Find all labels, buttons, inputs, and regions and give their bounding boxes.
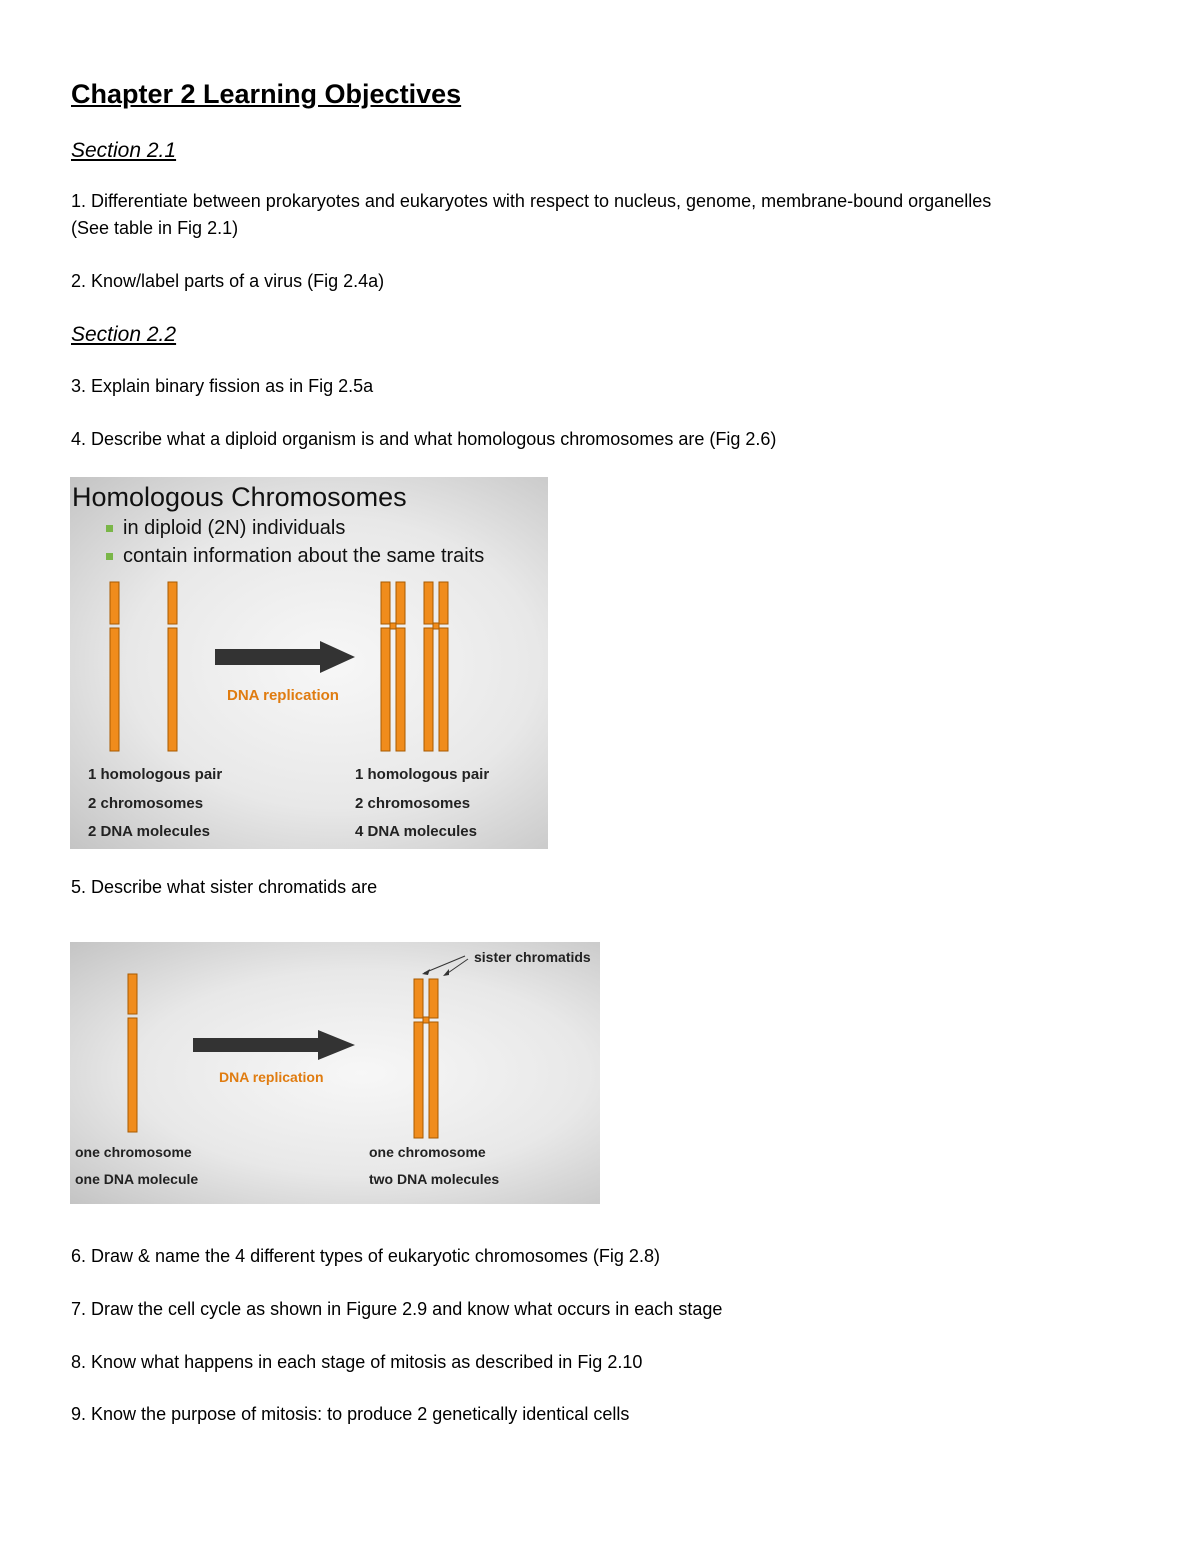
chromosome-arm-icon	[128, 974, 137, 1014]
objective-text: Describe what sister chromatids are	[91, 877, 378, 897]
objective-text: Draw the cell cycle as shown in Figure 2.9 and know what occurs in each stage	[91, 1299, 723, 1319]
chromosome-arm-icon	[110, 628, 119, 751]
chromosome-arm-icon	[168, 582, 177, 624]
objective-6: 6. Draw & name the 4 different types of eukaryotic chromosomes (Fig 2.8)	[71, 1246, 660, 1266]
objective-number: 4	[71, 429, 82, 449]
section-heading-2-1: Section 2.1	[71, 139, 177, 162]
objective-text: Differentiate between prokaryotes and eukaryotes with respect to nucleus, genome, membrane-bound organelles	[91, 191, 992, 211]
right-label: two DNA molecules	[369, 1171, 500, 1187]
objective-text: Know the purpose of mitosis: to produce 2 genetically identical cells	[91, 1404, 630, 1424]
objective-number: 9	[71, 1404, 82, 1424]
objective-1: 1. Differentiate between prokaryotes and eukaryotes with respect to nucleus, genome, membrane-bound organelles	[71, 191, 992, 211]
arrow-icon	[215, 641, 355, 673]
chromosome-arm-icon	[168, 628, 177, 751]
objective-number: 5	[71, 877, 82, 897]
objective-number: 7	[71, 1299, 82, 1319]
figure-bullet: contain information about the same traits	[123, 545, 485, 567]
objective-number: 1	[71, 191, 82, 211]
homologous-chromosomes-drawing	[70, 477, 548, 849]
arrow-label: DNA replication	[219, 1069, 324, 1085]
objective-1-note: (See table in Fig 2.1)	[71, 218, 239, 238]
chromosome-arm-icon	[110, 582, 119, 624]
centromere-icon	[390, 623, 396, 629]
section-heading-2-2: Section 2.2	[71, 323, 177, 346]
objective-text: Know what happens in each stage of mitosis as described in Fig 2.10	[91, 1352, 643, 1372]
page-title: Chapter 2 Learning Objectives	[71, 79, 462, 109]
callout-pointer-icon	[424, 956, 468, 975]
left-label: one chromosome	[75, 1144, 192, 1160]
figure-heading: Homologous Chromosomes	[72, 482, 407, 512]
right-label: one chromosome	[369, 1144, 486, 1160]
objective-3: 3. Explain binary fission as in Fig 2.5a	[71, 376, 374, 396]
objective-text: Explain binary fission as in Fig 2.5a	[91, 376, 374, 396]
objective-8: 8. Know what happens in each stage of mitosis as described in Fig 2.10	[71, 1352, 643, 1372]
objective-number: 3	[71, 376, 82, 396]
chromatid-arm-icon	[414, 979, 423, 1018]
left-label: 1 homologous pair	[88, 766, 223, 783]
objective-text: Draw & name the 4 different types of eukaryotic chromosomes (Fig 2.8)	[91, 1246, 660, 1266]
objective-text: Describe what a diploid organism is and what homologous chromosomes are (Fig 2.6)	[91, 429, 777, 449]
right-label: 2 chromosomes	[355, 795, 471, 812]
chromatid-arm-icon	[414, 1022, 423, 1138]
figure-bullet: in diploid (2N) individuals	[123, 517, 346, 539]
arrow-label: DNA replication	[227, 687, 339, 704]
left-label: 2 DNA molecules	[88, 823, 210, 840]
objective-9: 9. Know the purpose of mitosis: to produce 2 genetically identical cells	[71, 1404, 630, 1424]
chromatid-arm-icon	[429, 979, 438, 1018]
objective-7: 7. Draw the cell cycle as shown in Figure 2.9 and know what occurs in each stage	[71, 1299, 723, 1319]
centromere-icon	[433, 623, 439, 629]
objective-5: 5. Describe what sister chromatids are	[71, 877, 378, 897]
arrow-icon	[193, 1030, 355, 1060]
objective-number: 8	[71, 1352, 82, 1372]
objective-text: Know/label parts of a virus (Fig 2.4a)	[91, 271, 385, 291]
sister-chromatids-figure	[70, 942, 600, 1204]
centromere-icon	[423, 1017, 429, 1023]
homologous-chromosomes-figure	[70, 477, 548, 849]
chromosome-arm-icon	[128, 1018, 137, 1132]
chromatid-arm-icon	[429, 1022, 438, 1138]
sister-chromatids-drawing	[70, 942, 600, 1204]
left-label: 2 chromosomes	[88, 795, 204, 812]
right-label: 4 DNA molecules	[355, 823, 477, 840]
left-label: one DNA molecule	[75, 1171, 199, 1187]
objective-number: 6	[71, 1246, 82, 1266]
right-label: 1 homologous pair	[355, 766, 490, 783]
objective-2: 2. Know/label parts of a virus (Fig 2.4a)	[71, 271, 385, 291]
objective-4: 4. Describe what a diploid organism is and what homologous chromosomes are (Fig 2.6)	[71, 429, 777, 449]
callout-label: sister chromatids	[474, 949, 591, 965]
objective-number: 2	[71, 271, 82, 291]
